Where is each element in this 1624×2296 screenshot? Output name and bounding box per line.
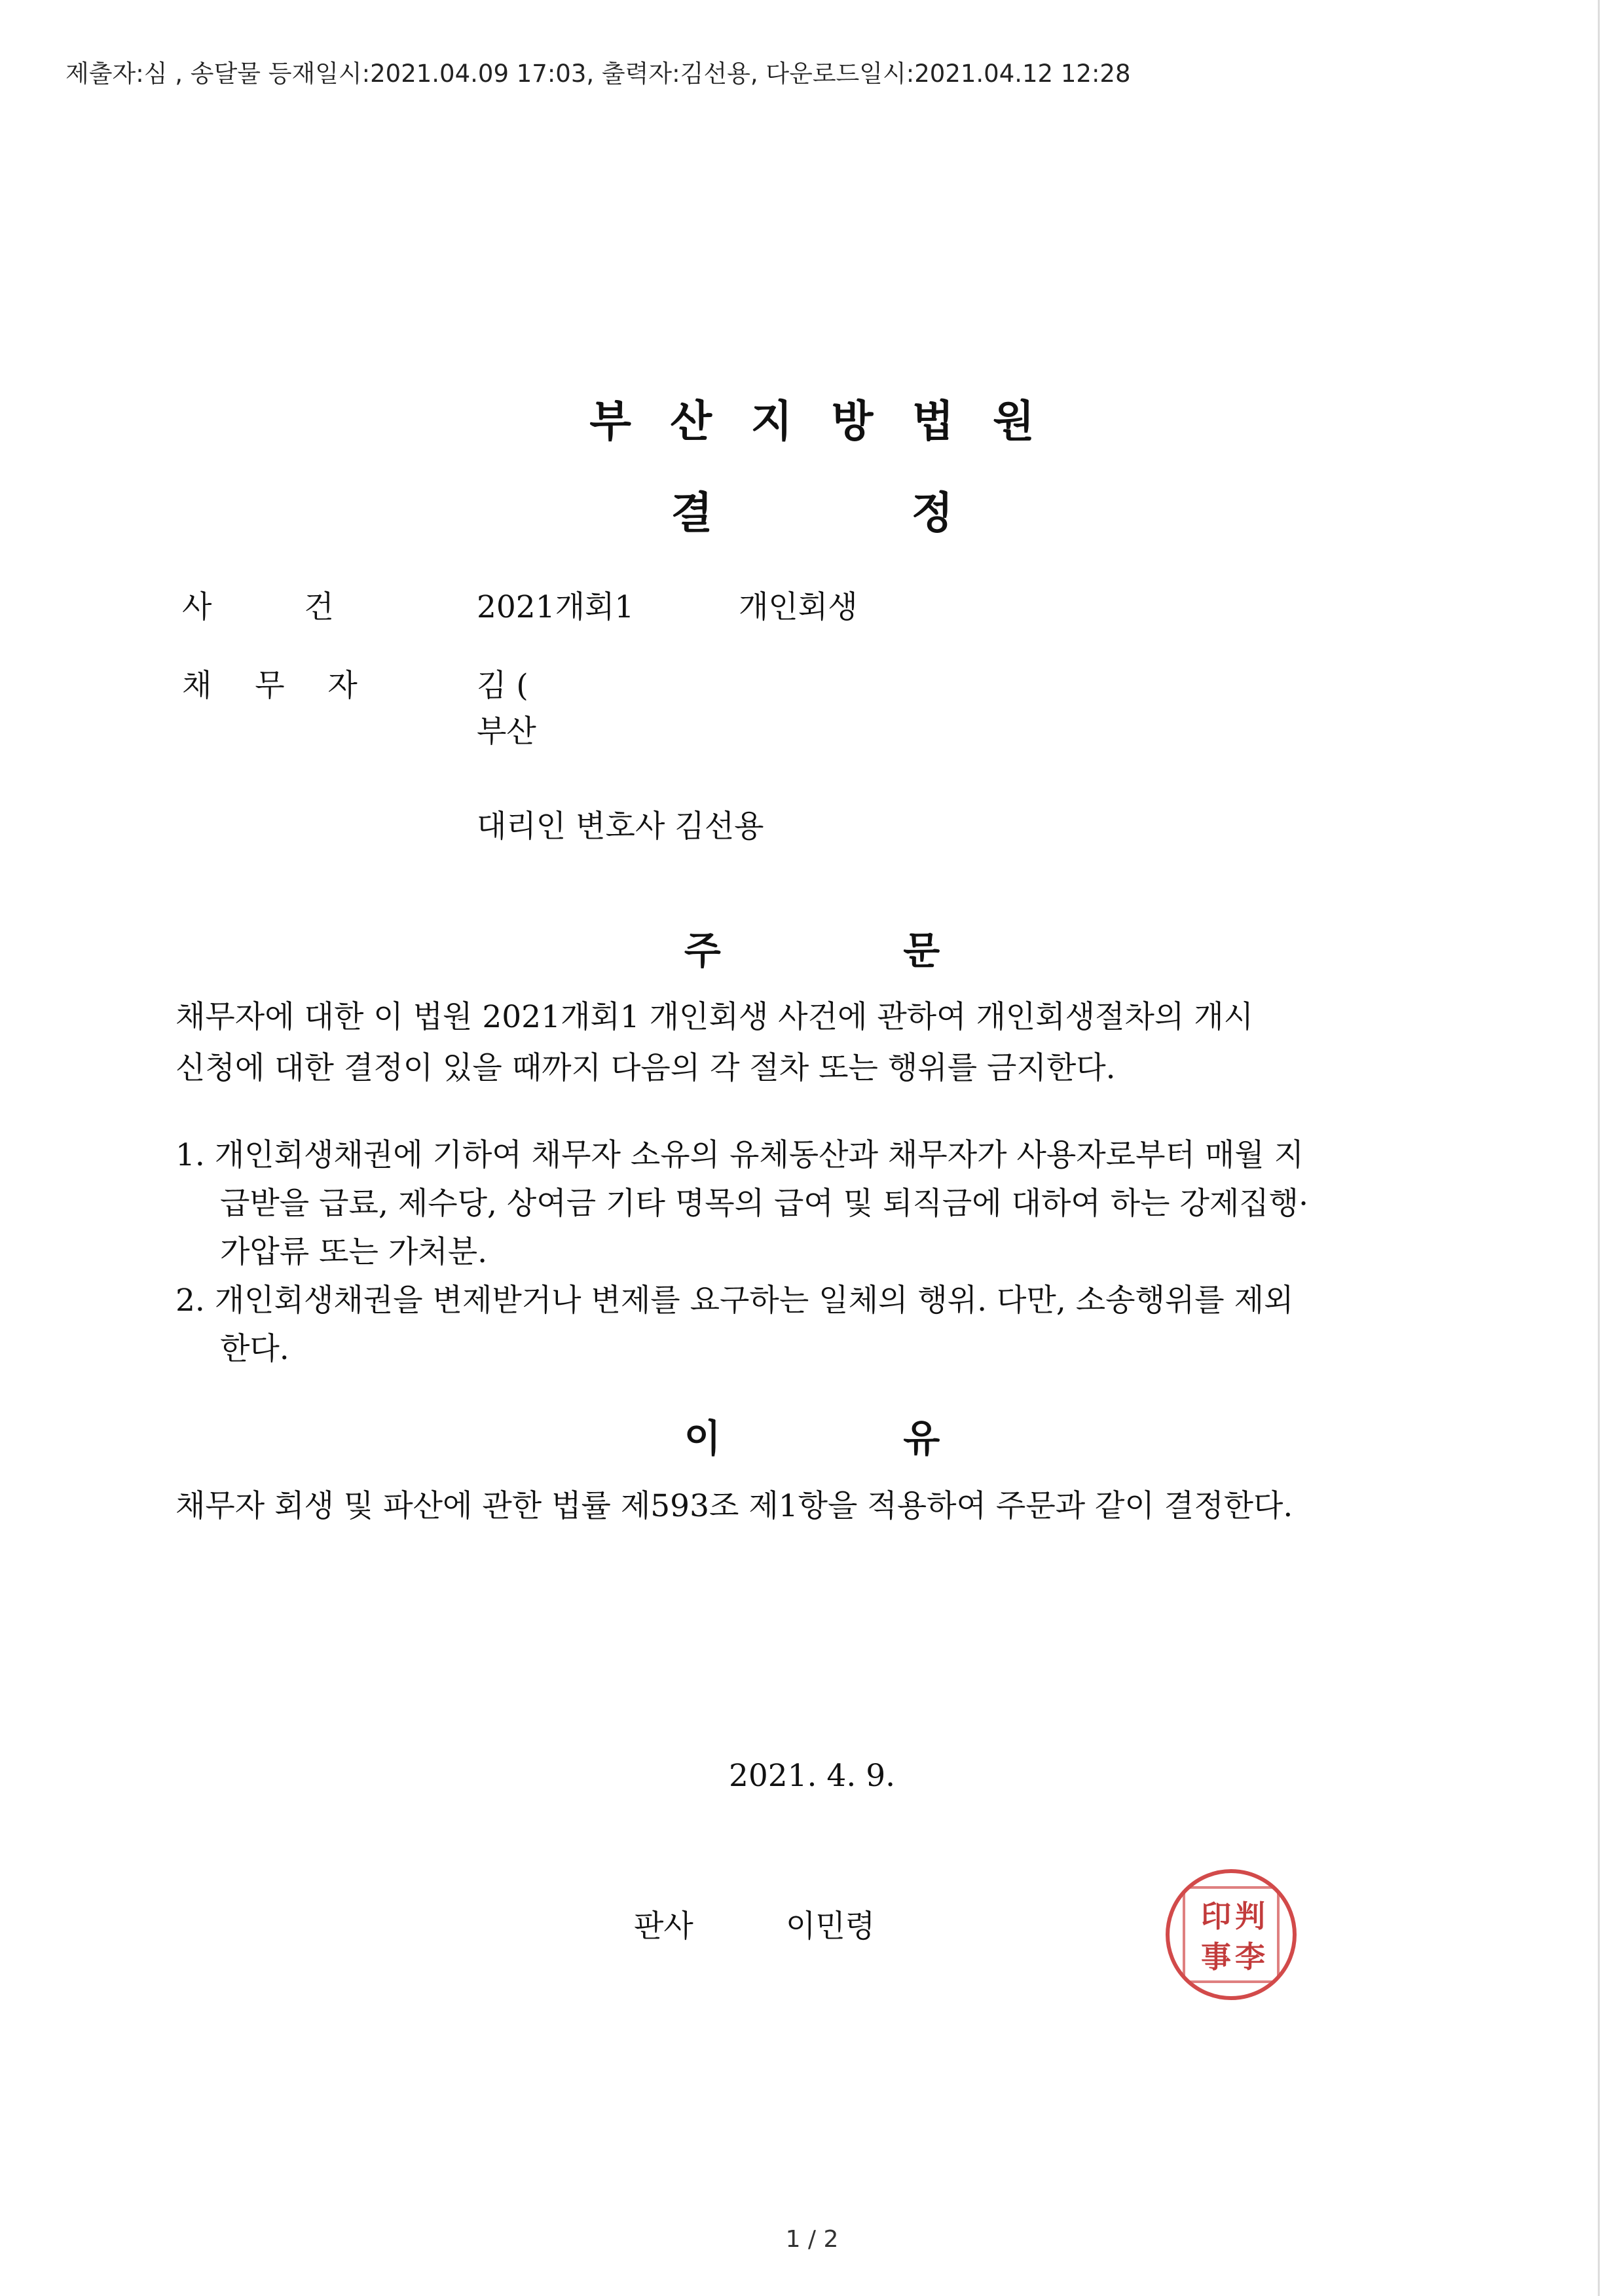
- scan-edge: [1598, 0, 1600, 2296]
- judge-name: 이민령: [786, 1908, 876, 1944]
- judge-seal: [1166, 1869, 1297, 2000]
- case-type: 개인회생: [739, 589, 858, 625]
- debtor-name: 김 (: [477, 668, 528, 704]
- order-intro-line2: 신청에 대한 결정이 있을 때까지 다음의 각 절차 또는 행위를 금지한다.: [175, 1050, 1116, 1086]
- order-title: 주문: [684, 928, 1122, 973]
- order-intro: [175, 992, 1253, 1094]
- page-number: 1 / 2: [785, 2226, 839, 2253]
- case-label: 사건: [182, 589, 426, 625]
- order-item-1-line2: 급받을 급료, 제수당, 상여금 기타 명목의 급여 및 퇴직금에 대하여 하는 강제집행·: [220, 1186, 1309, 1222]
- order-item-1-line3: 가압류 또는 가처분.: [220, 1234, 488, 1270]
- order-item-2-line2: 한다.: [220, 1331, 289, 1367]
- reason-title: 이유: [684, 1416, 1122, 1461]
- seal-glyph-4: 李: [1235, 1939, 1265, 1975]
- seal-glyph-2: 判: [1235, 1899, 1265, 1934]
- document-type-title: 결정: [671, 487, 1153, 538]
- order-item-2-line1: 2. 개인회생채권을 변제받거나 변제를 요구하는 일체의 행위. 다만, 소송행위를 제외: [175, 1283, 1294, 1319]
- order-item-2: [175, 1277, 1293, 1374]
- debtor-label: 채무자: [182, 668, 401, 704]
- seal-glyph-1: 印: [1201, 1899, 1231, 1934]
- court-name: 부산지방법원: [589, 395, 1074, 446]
- debtor-agent: 대리인 변호사 김선용: [477, 809, 764, 845]
- debtor-address: 부산: [477, 714, 536, 750]
- seal-glyph-3: 事: [1201, 1939, 1231, 1975]
- order-item-1: [175, 1131, 1308, 1277]
- order-item-1-line1: 1. 개인회생채권에 기하여 채무자 소유의 유체동산과 채무자가 사용자로부터 매월 지: [175, 1137, 1304, 1173]
- order-intro-line1: 채무자에 대한 이 법원 2021개회1 개인회생 사건에 관하여 개인회생절차의 개시: [175, 999, 1254, 1035]
- judge-label: 판사: [634, 1908, 693, 1944]
- reason-text: 채무자 회생 및 파산에 관한 법률 제593조 제1항을 적용하여 주문과 같이 결정한다.: [175, 1488, 1293, 1524]
- submission-header: 제출자:심 , 송달물 등재일시:2021.04.09 17:03, 출력자:김선용, 다운로드일시:2021.04.12 12:28: [65, 60, 1131, 88]
- case-number: 2021개회1: [477, 589, 635, 625]
- decision-date: 2021. 4. 9.: [728, 1758, 896, 1794]
